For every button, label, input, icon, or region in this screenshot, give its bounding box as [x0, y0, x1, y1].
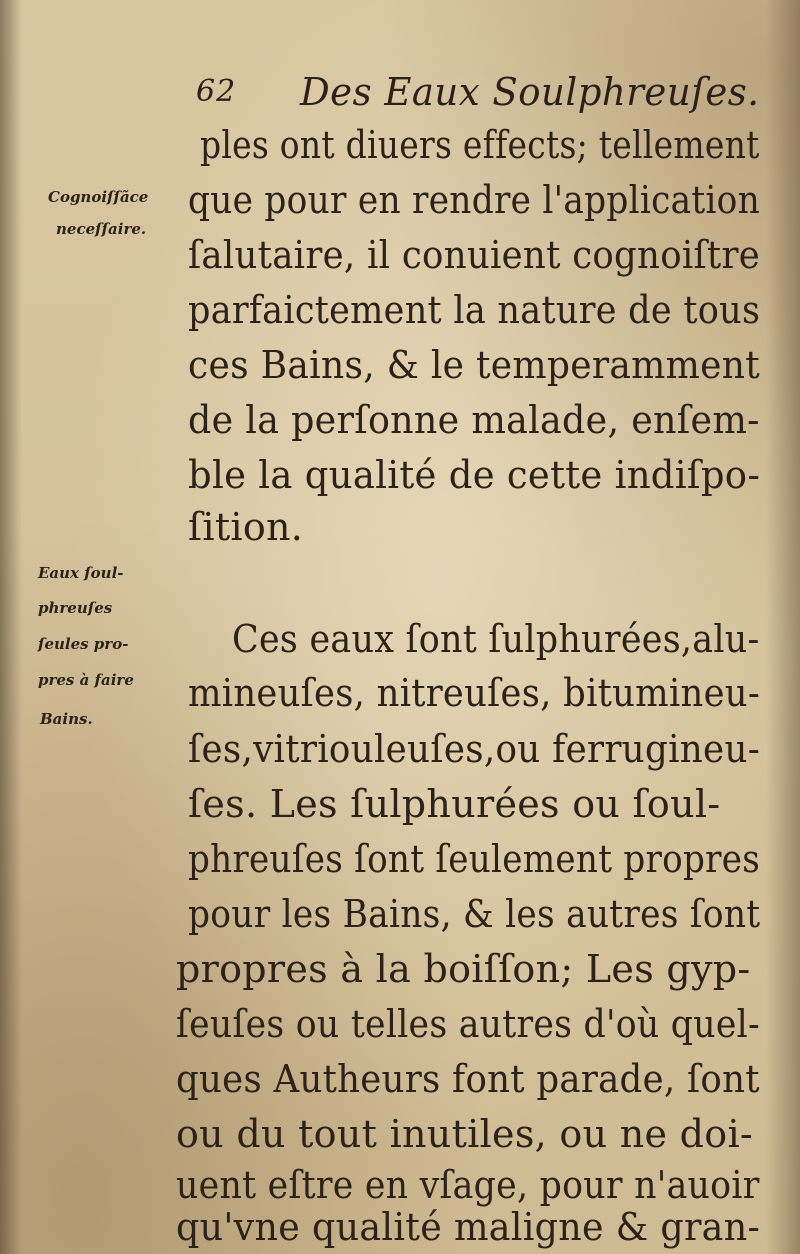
page-number: 62 [196, 74, 237, 109]
text-line: ces Bains, & le temperamment [188, 343, 760, 387]
text-line: ſes. Les ſulphurées ou ſoul- [188, 782, 721, 826]
text-line: uent eſtre en vſage, pour n'auoir [176, 1163, 760, 1207]
text-line: ſes,vitriouleuſes,ou ferrugineu- [188, 727, 761, 771]
text-line: phreuſes ſont ſeulement propres [188, 837, 761, 881]
text-line: ſition. [188, 505, 304, 549]
text-line: ſeuſes ou telles autres d'où quel- [176, 1002, 761, 1046]
margin-note-line: pres à faire [38, 671, 134, 689]
margin-note-line: neceſſaire. [56, 220, 147, 238]
margin-note-line: ſeules pro- [38, 635, 129, 653]
margin-note-line: phreuſes [38, 599, 113, 617]
running-title: Des Eaux Soulphreuſes. [300, 70, 760, 114]
text-line: ques Autheurs font parade, ſont [176, 1057, 760, 1101]
text-line: qu'vne qualité maligne & gran- [176, 1205, 761, 1249]
text-line: pour les Bains, & les autres ſont [188, 892, 761, 936]
margin-note-line: Cognoiſſãce [48, 188, 149, 206]
text-line: ble la qualité de cette indiſpo- [188, 453, 761, 497]
text-line: ſalutaire, il conuient cognoiſtre [188, 233, 761, 277]
text-line: ples ont diuers effects; tellement [200, 123, 760, 167]
page-edge-shadow [766, 0, 800, 1254]
text-line: ou du tout inutiles, ou ne doi- [176, 1112, 754, 1156]
text-line: parfaictement la nature de tous [188, 288, 761, 332]
text-line: mineuſes, nitreuſes, bitumineu- [188, 671, 761, 715]
text-line: de la perſonne malade, enſem- [188, 398, 760, 442]
spine-shadow [0, 0, 22, 1254]
text-line: propres à la boiſſon; Les gyp- [176, 947, 751, 991]
margin-note-line: Eaux ſoul- [38, 564, 124, 582]
margin-note-line: Bains. [40, 710, 93, 728]
text-line: Ces eaux ſont ſulphurées,alu- [232, 617, 760, 661]
text-line: que pour en rendre l'application [188, 178, 761, 222]
